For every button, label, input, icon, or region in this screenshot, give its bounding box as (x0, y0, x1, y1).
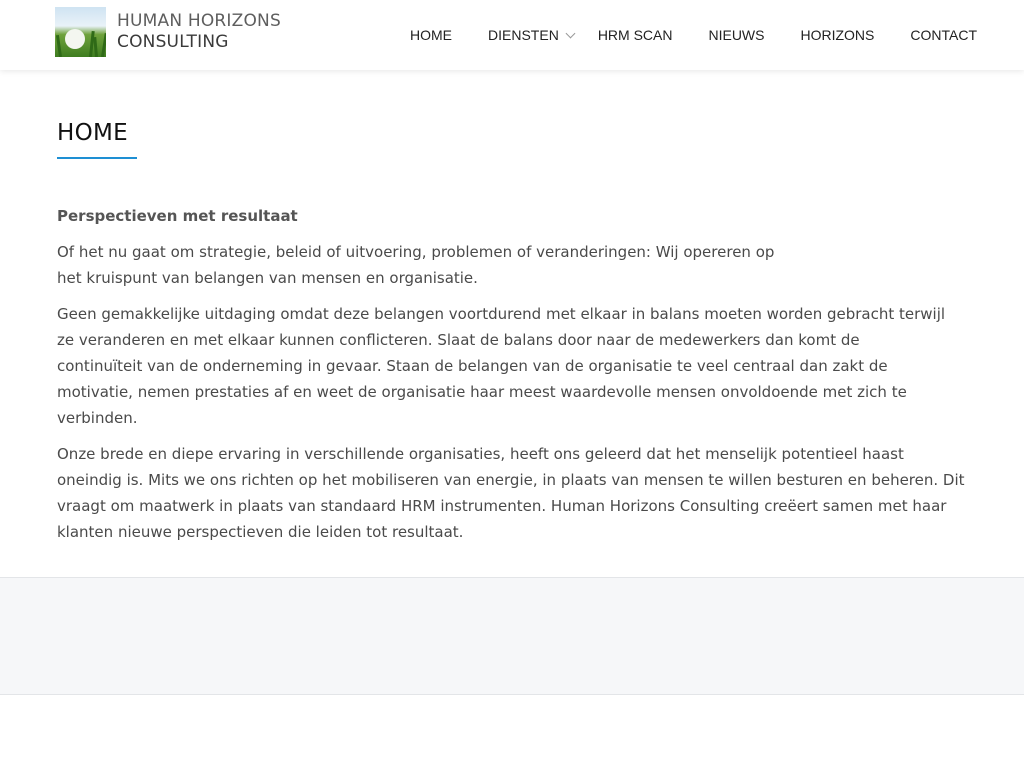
nav-item-home[interactable]: HOME (410, 27, 453, 43)
nav-item-nieuws[interactable]: NIEUWS (708, 27, 765, 43)
title-underline (57, 157, 137, 159)
main-content (0, 70, 1024, 577)
logo-line-1: HUMAN HORIZONS (117, 11, 281, 31)
nav-item-diensten[interactable] (488, 27, 574, 43)
footer-band (0, 577, 1024, 695)
page-title: HOME (57, 120, 128, 146)
lead-text: Perspectieven met resultaat (57, 207, 298, 225)
site-header (0, 0, 1024, 70)
logo-text (117, 11, 281, 53)
nav-item-diensten-label: DIENSTEN (488, 27, 559, 43)
logo-line-2: CONSULTING (117, 32, 229, 52)
logo-icon (55, 7, 106, 57)
nav-item-horizons[interactable]: HORIZONS (800, 27, 875, 43)
paragraph-1: Of het nu gaat om strategie, beleid of uitvoering, problemen of veranderingen: Wij opereren op het kruispunt van belangen van mensen en organisatie. (57, 243, 775, 287)
nav-item-hrm-scan[interactable]: HRM SCAN (597, 27, 673, 43)
article-body (57, 203, 967, 555)
chevron-down-icon (565, 28, 575, 38)
paragraph-2: Geen gemakkelijke uitdaging omdat deze belangen voortdurend met elkaar in balans moeten worden gebracht terwijl ze veranderen en met elkaar kunnen conflicteren. Slaat de balans door naar de medewerkers dan komt de continuïteit van de onderneming in gevaar. Staan de belangen van de organisatie te veel centraal dan zakt de motivatie, nemen prestaties af en weet de organisatie haar meest waardevolle mensen onvoldoende met zich te verbinden. (57, 305, 946, 427)
paragraph-3: Onze brede en diepe ervaring in verschillende organisaties, heeft ons geleerd dat het menselijk potentieel haast oneindig is. Mits we ons richten op het mobiliseren van energie, in plaats van mensen te willen besturen en beheren. Dit vraagt om maatwerk in plaats van standaard HRM instrumenten. Human Horizons Consulting creëert samen met haar klanten nieuwe perspectieven die leiden tot resultaat. (57, 445, 965, 541)
nav-item-contact[interactable]: CONTACT (910, 27, 977, 43)
main-nav (410, 0, 977, 70)
logo-link[interactable] (55, 7, 281, 57)
